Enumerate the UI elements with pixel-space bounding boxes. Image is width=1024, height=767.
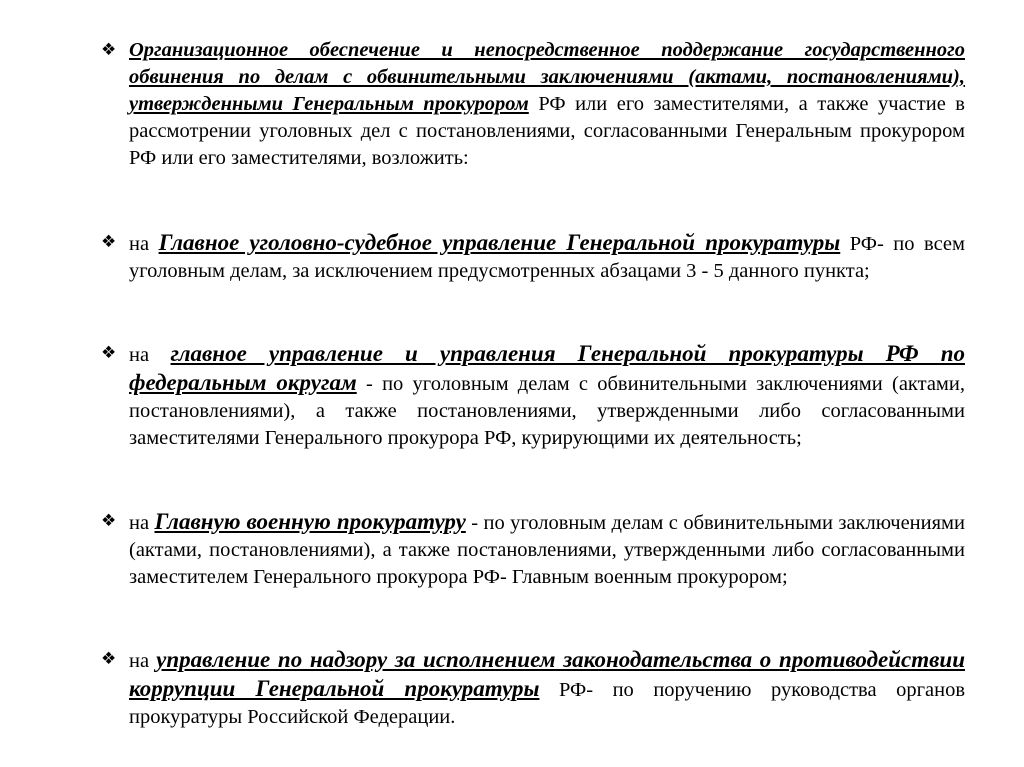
paragraph-1 [129, 37, 965, 172]
bullet-icon: ❖ [101, 649, 117, 669]
paragraph-3-prefix: на [129, 344, 171, 366]
paragraph-3-highlight: главное управление и управления Генеральной прокуратуры РФ по федеральным округам [129, 341, 965, 395]
bullet-icon: ❖ [101, 511, 117, 531]
bullet-icon: ❖ [101, 232, 117, 252]
paragraph-2-rest: РФ- по всем уголовным делам, за исключением предусмотренных абзацами 3 - 5 данного пункта; [129, 233, 966, 282]
bullet-icon: ❖ [101, 40, 117, 60]
paragraph-2-prefix: на [129, 233, 159, 255]
paragraph-5-rest: РФ- по поручению руководства органов прокуратуры Российской Федерации. [129, 679, 966, 728]
bullet-icon: ❖ [101, 343, 117, 363]
paragraph-4-highlight: Главную военную прокуратуру [154, 509, 466, 534]
paragraph-3-rest: - по уголовным делам с обвинительными заключениями (актами, постановлениями), а также постановлениями, утвержденными либо согласованными заместителями Генерального прокурора РФ, курирующими их деятельность; [129, 373, 965, 449]
paragraph-5-highlight: управление по надзору за исполнением законодательства о противодействии коррупции Генеральной прокуратуры [129, 647, 965, 701]
paragraph-5-prefix: на [129, 650, 157, 672]
paragraph-4-rest: - по уголовным делам с обвинительными заключениями (актами, постановлениями), а также постановлениями, утвержденными либо согласованными заместителем Генерального прокурора РФ- Главным военным прокурором; [129, 512, 965, 588]
paragraph-4-prefix: на [129, 512, 155, 534]
paragraph-1-highlight: Организационное обеспечение и непосредственное поддержание государственного обвинения по делам с обвинительными заключениями (актами, постановлениями), утвержденными Генеральным прокурором [129, 39, 965, 115]
paragraph-2 [129, 229, 965, 285]
paragraph-5 [129, 646, 965, 731]
paragraph-1-rest: РФ или его заместителями, а также участие в рассмотрении уголовных дел с постановлениями, согласованными Генеральным прокурором РФ или его заместителями, возложить: [129, 93, 965, 169]
paragraph-4 [129, 508, 965, 591]
paragraph-3 [129, 340, 965, 452]
paragraph-2-highlight: Главное уголовно-судебное управление Генеральной прокуратуры [158, 230, 841, 255]
